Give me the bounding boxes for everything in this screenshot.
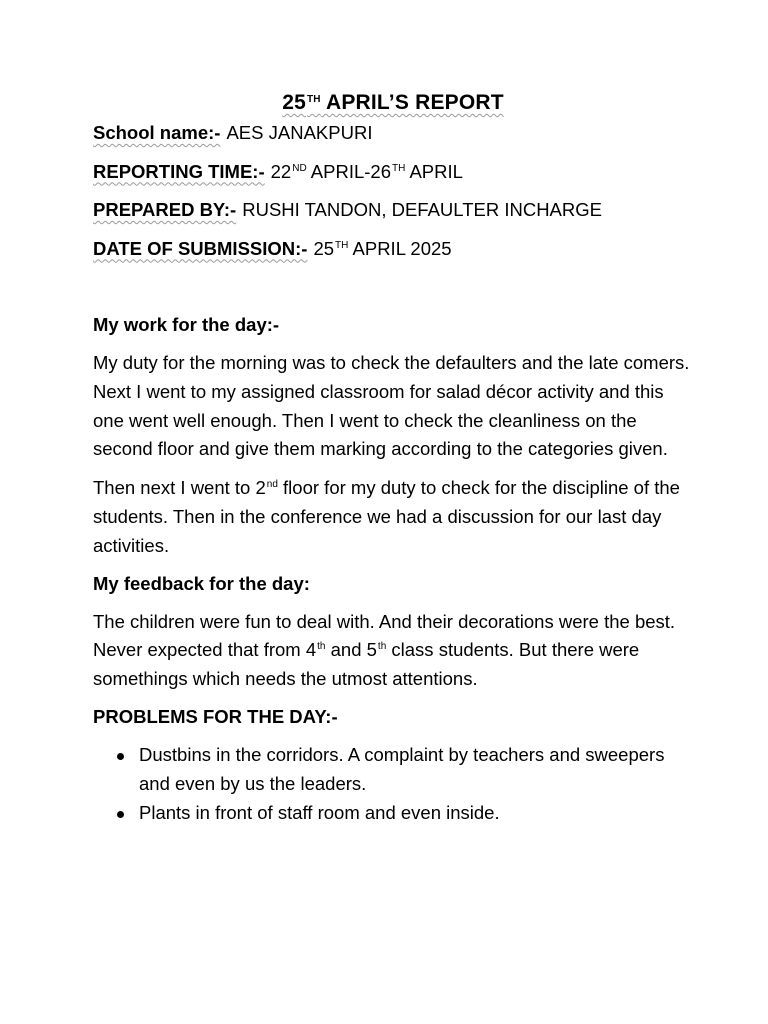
reporting-range-mid: APRIL-26 <box>306 160 391 182</box>
feedback-part-a: The children were fun to deal with. And their decorations were the best. Never expected that from 4 <box>93 610 676 661</box>
work-p2-suffix: nd <box>266 479 278 491</box>
report-page <box>93 88 693 827</box>
work-p2-end: floor for my duty to check for the discipline of the students. Then in the conference we had a discussion for our last day activities. <box>93 477 680 556</box>
work-p2-start: Then next I went to 2 <box>93 477 266 499</box>
work-paragraph-1: My duty for the morning was to check the defaulters and the late comers. Next I went to my assigned classroom for salad décor activity and this one went well enough. Then I went to check the cleanliness on the second floor and give them marking according to the categories given. <box>93 352 690 460</box>
problems-heading: PROBLEMS FOR THE DAY:- <box>93 705 338 727</box>
feedback-paragraph <box>93 608 693 694</box>
bullet-icon <box>117 811 124 818</box>
bullet-icon <box>117 753 124 760</box>
reporting-time-field <box>93 159 693 185</box>
reporting-time-label: REPORTING TIME:- <box>93 160 265 182</box>
problem-text: Plants in front of staff room and even inside. <box>139 801 500 823</box>
feedback-part-b: and 5 <box>325 639 377 661</box>
school-name-label: School name:- <box>93 122 221 143</box>
report-title <box>93 88 693 118</box>
title-text <box>282 91 504 114</box>
submission-date-field <box>93 236 693 262</box>
title-suffix: TH <box>306 94 321 105</box>
reporting-end-suffix: TH <box>392 162 406 174</box>
school-name-field <box>93 120 693 146</box>
prepared-by-field <box>93 197 693 223</box>
submission-day: 25 <box>313 237 335 259</box>
feedback-suffix-2: th <box>377 641 387 653</box>
problem-item <box>93 799 693 828</box>
work-heading: My work for the day:- <box>93 314 280 335</box>
section-spacer <box>93 274 693 312</box>
reporting-start-day: 22 <box>270 160 292 182</box>
title-number: 25 <box>282 91 306 114</box>
feedback-suffix-1: th <box>317 641 326 653</box>
problems-list <box>93 741 693 827</box>
submission-month-year: APRIL 2025 <box>348 237 452 259</box>
submission-date-label: DATE OF SUBMISSION:- <box>93 237 308 259</box>
school-name-value: AES JANAKPURI <box>226 122 373 143</box>
prepared-by-label: PREPARED BY:- <box>93 199 237 220</box>
feedback-part-c: class students. But there were somethings which needs the utmost attentions. <box>93 639 640 690</box>
reporting-time-value <box>271 161 463 182</box>
problem-text: Dustbins in the corridors. A complaint by teachers and sweepers and even by us the leaders. <box>139 743 665 794</box>
prepared-by-value: RUSHI TANDON, DEFAULTER INCHARGE <box>242 199 602 220</box>
feedback-heading: My feedback for the day: <box>93 572 310 594</box>
submission-date-value <box>313 238 451 259</box>
reporting-end-month: APRIL <box>405 160 463 182</box>
submission-day-suffix: TH <box>335 239 349 251</box>
reporting-start-suffix: ND <box>292 162 307 174</box>
problem-item <box>93 741 693 799</box>
work-paragraph-2 <box>93 474 693 560</box>
title-rest: APRIL’S REPORT <box>320 91 504 114</box>
